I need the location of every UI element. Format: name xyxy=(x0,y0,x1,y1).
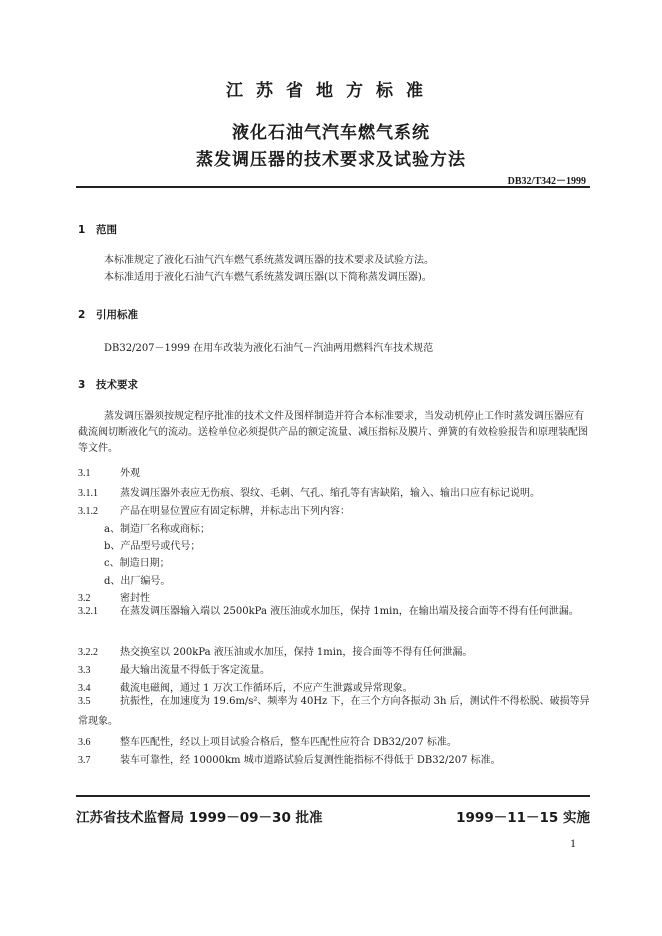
list-item: a、制造厂名称或商标； xyxy=(104,524,210,535)
document-title-line2: 蒸发调压器的技术要求及试验方法 xyxy=(196,150,466,170)
clause-3-3: 3.3 最大输出流量不得低于客定流量。 xyxy=(78,665,270,676)
approval-date: 江苏省技术监督局 1999－09－30 批准 xyxy=(76,810,323,826)
section-number: 3 xyxy=(78,379,86,391)
clause-3-1-2: 3.1.2 产品在明显位置应有固定标牌，并标志出下列内容： xyxy=(78,506,350,517)
clause-3-1: 3.1 外观 xyxy=(78,468,140,479)
section-title: 引用标准 xyxy=(96,309,138,321)
list-item: b、产品型号或代号； xyxy=(104,541,201,552)
clause-3-2-1: 3.2.1 在蒸发调压器输入端以 2500kPa 液压油或水加压，保持 1min，在输出端及接合面等不得有任何泄漏。 xyxy=(78,606,579,617)
implementation-date: 1999－11－15 实施 xyxy=(456,810,590,826)
clause-3-1-1: 3.1.1 蒸发调压器外表应无伤痕、裂纹、毛刺、气孔、缩孔等有害缺陷，输入、输出口应有标记说明。 xyxy=(78,488,540,499)
section-title: 范围 xyxy=(96,224,117,236)
clause-3-2: 3.2 密封性 xyxy=(78,593,150,604)
clause-3-5: 3.5 抗振性，在加速度为 19.6m/s²、频率为 40Hz 下，在三个方向各振动 3h 后，测试件不得松脱、破损等异常现象。 xyxy=(78,696,590,727)
clause-3-6: 3.6 整车匹配性，经以上项目试验合格后，整车匹配性应符合 DB32/207 标准。 xyxy=(78,737,457,748)
document-title-line1: 液化石油气汽车燃气系统 xyxy=(232,123,430,143)
standard-code: DB32/T342－1999 xyxy=(507,176,586,187)
list-item: d、出厂编号。 xyxy=(104,576,171,587)
scope-paragraph-1: 本标准规定了液化石油气汽车燃气系统蒸发调压器的技术要求及试验方法。 xyxy=(104,255,434,266)
issuing-authority: 江苏省地方标准 xyxy=(226,81,436,101)
section-2-heading xyxy=(78,307,138,322)
header-divider xyxy=(76,186,590,188)
clause-3-2-2: 3.2.2 热交换室以 200kPa 液压油或水加压，保持 1min，接合面等不得有任何泄漏。 xyxy=(78,647,473,658)
section-number: 1 xyxy=(78,224,86,236)
footer-divider xyxy=(76,795,590,797)
section-3-heading xyxy=(78,377,138,392)
scope-paragraph-2: 本标准适用于液化石油气汽车燃气系统蒸发调压器(以下简称蒸发调压器)。 xyxy=(104,272,432,283)
referenced-standard: DB32/207－1999 在用车改装为液化石油气－汽油两用燃料汽车技术规范 xyxy=(104,343,434,354)
clause-3-4: 3.4 截流电磁阀，通过 1 万次工作循环后，不应产生泄露或异常现象。 xyxy=(78,683,413,694)
section-title: 技术要求 xyxy=(96,379,138,391)
section-1-heading xyxy=(78,222,117,237)
page-number: 1 xyxy=(570,836,576,850)
requirements-intro: 蒸发调压器须按规定程序批准的技术文件及图样制造并符合本标准要求，当发动机停止工作时蒸发调压器应有截流阀切断液化气的流动。送检单位必须提供产品的额定流量、减压指标及膜片、弹簧的有效检验报告和原理装配图等文件。 xyxy=(78,411,588,454)
list-item: c、制造日期； xyxy=(104,558,170,569)
section-number: 2 xyxy=(78,309,86,321)
clause-3-7: 3.7 装车可靠性，经 10000km 城市道路试验后复测性能指标不得低于 DB32/207 标准。 xyxy=(78,755,501,766)
